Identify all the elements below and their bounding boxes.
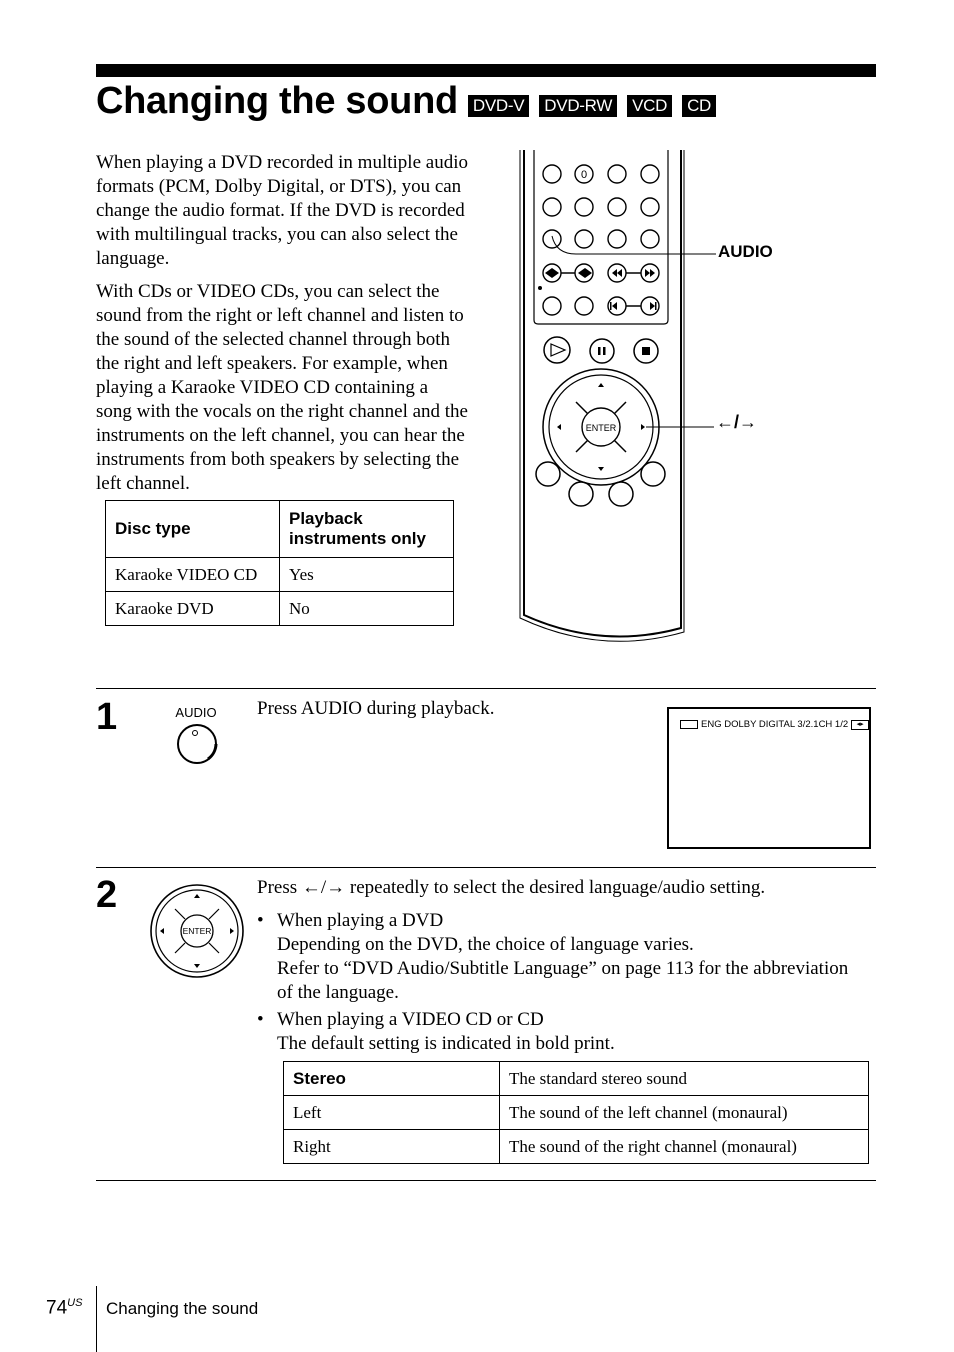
bullet-title: • When playing a VIDEO CD or CD (277, 1009, 544, 1030)
arrow-callout-label: ←/→ (716, 412, 758, 432)
footer-section-title: Changing the sound (106, 1299, 259, 1318)
bottom-divider (96, 1180, 876, 1181)
left-right-arrow-icon: ◂▸ (851, 720, 869, 730)
step1-number: 1 (96, 696, 118, 738)
table-cell: Karaoke VIDEO CD (106, 558, 280, 592)
table-cell: Left (284, 1096, 500, 1130)
page-number-suffix: US (67, 1297, 83, 1309)
page-number-value: 74 (46, 1297, 68, 1319)
list-item (257, 909, 857, 1005)
footer-divider (96, 1286, 97, 1352)
table-cell: No (280, 592, 454, 626)
osd-text: ENG DOLBY DIGITAL 3/2.1CH 1/2 (701, 719, 849, 730)
table-row (284, 1062, 869, 1096)
intro-paragraph-2: With CDs or VIDEO CDs, you can select the sound from the right or left channel and listen to the sound of the selected channel through both the right and left speakers. For example, when playing a Karaoke VIDEO CD containing a song with the vocals on the right channel and the instruments on the left channel, you can hear the instruments from both speakers by selecting the left channel. (96, 281, 468, 494)
table-header-cell: Playback instruments only (280, 501, 454, 558)
audio-button-label: AUDIO (175, 705, 217, 720)
table-cell: The sound of the left channel (monaural) (500, 1096, 869, 1130)
badge-dvd-rw: DVD-RW (539, 95, 617, 117)
page-title (96, 80, 716, 123)
bullet-line: Depending on the DVD, the choice of language varies. (277, 934, 694, 955)
page-number (46, 1297, 82, 1319)
sound-options-table (283, 1061, 869, 1164)
disc-type-table (105, 500, 454, 626)
table-cell: The sound of the right channel (monaural) (500, 1130, 869, 1164)
osd-audio-info (680, 719, 869, 730)
table-cell: Karaoke DVD (106, 592, 280, 626)
table-cell: Stereo (284, 1062, 500, 1096)
disc-audio-icon (680, 720, 698, 729)
table-header-row (106, 501, 454, 558)
table-cell: Yes (280, 558, 454, 592)
bullet-title: • When playing a DVD (277, 910, 444, 931)
badge-cd: CD (682, 95, 716, 117)
step2-divider (96, 867, 876, 868)
top-rule (96, 64, 876, 77)
table-row (106, 558, 454, 592)
table-header-cell: Disc type (106, 501, 280, 558)
table-row (284, 1096, 869, 1130)
tv-screen-display (667, 707, 871, 849)
page-title-text: Changing the sound (96, 80, 458, 122)
enter-pad-label: ENTER (182, 926, 212, 936)
badge-vcd: VCD (627, 95, 672, 117)
step2-number: 2 (96, 874, 118, 916)
list-item (257, 1008, 857, 1056)
remote-enter-label: ENTER (585, 423, 617, 433)
audio-callout-label: AUDIO (718, 242, 773, 261)
bullet-line: Refer to “DVD Audio/Subtitle Language” on page 113 for the abbreviation of the language. (277, 958, 849, 1003)
audio-button-icon (168, 704, 228, 768)
table-row (106, 592, 454, 626)
table-row (284, 1130, 869, 1164)
badge-dvd-v: DVD-V (468, 95, 529, 117)
table-cell: Right (284, 1130, 500, 1164)
step2-instruction: Press ←/→ repeatedly to select the desired language/audio setting. (257, 877, 766, 898)
intro-paragraph-1: When playing a DVD recorded in multiple audio formats (PCM, Dolby Digital, or DTS), you can change the audio format. If the DVD is recorded with multilingual tracks, you can also select the language. (96, 152, 468, 269)
enter-pad-icon (148, 882, 246, 980)
step2-bullets (257, 909, 857, 1059)
remote-control-illustration (516, 150, 776, 650)
step1-instruction: Press AUDIO during playback. (257, 698, 495, 719)
bullet-line: The default setting is indicated in bold print. (277, 1033, 615, 1054)
table-cell: The standard stereo sound (500, 1062, 869, 1096)
remote-zero-key: 0 (580, 169, 588, 181)
step1-divider (96, 688, 876, 689)
